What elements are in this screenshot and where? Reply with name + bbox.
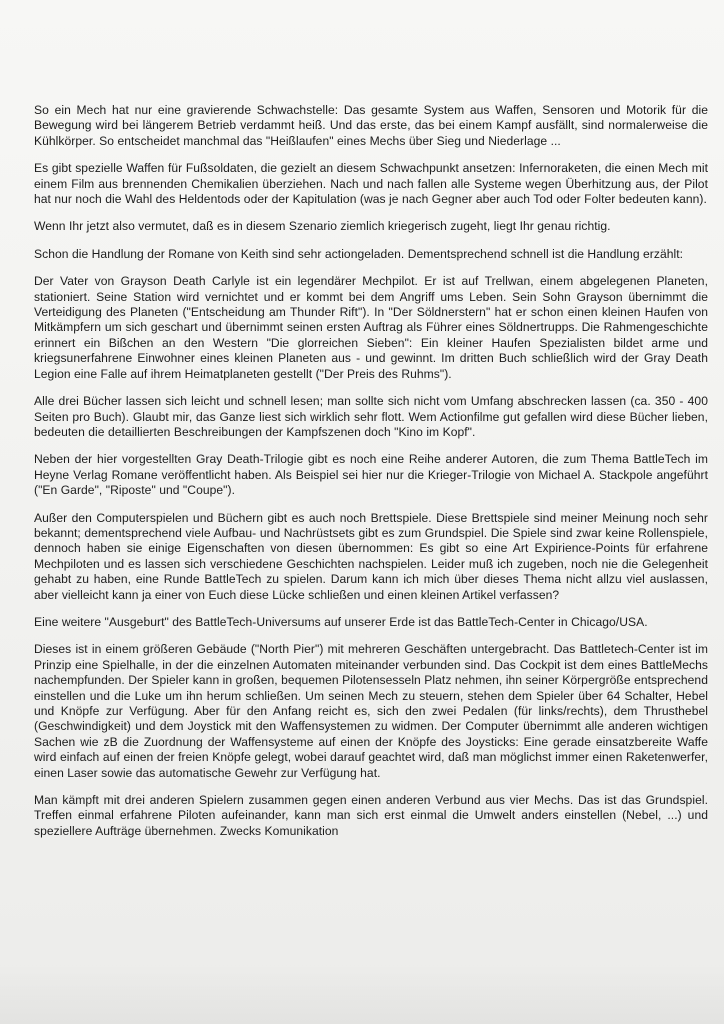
paragraph-board-games: Außer den Computerspielen und Büchern gibt es auch noch Brettspiele. Diese Brettspiele sind meiner Meinung noch sehr bekannt; dementsprechend viele Aufbau- und Nachrüstsets gibt es zum Grundspiel. Die Spiele sind zwar keine Rollenspiele, dennoch haben sie einige Eigenschaften von diesen übernommen: Es gibt so eine Art Expirience-Points für erfahrene Mechpiloten und es lassen sich verschiedene Geschichten nachspielen. Leider muß ich zugeben, noch nie die Gelegenheit gehabt zu haben, eine Runde BattleTech zu spielen. Darum kann ich mich über dieses Thema nicht allzu viel auslassen, aber vielleicht kann ja einer von Euch diese Lücke schließen und einen kleinen Artikel verfassen?	[34, 510, 708, 602]
paragraph-battletech-center-details: Dieses ist in einem größeren Gebäude ("North Pier") mit mehreren Geschäften untergebracht. Das Battletech-Center ist im Prinzip eine Spielhalle, in der die einzelnen Automaten miteinander verbunden sind. Das Cockpit ist dem eines BattleMechs nachempfunden. Der Spieler kann in großen, bequemen Pilotensesseln Platz nehmen, ihn seiner Körpergröße entsprechend einstellen und die Luke um ihn herum schließen. Um seinen Mech zu steuern, stehen dem Spieler über 64 Schalter, Hebel und Knöpfe zur Verfügung. Aber für den Anfang reicht es, sich den zwei Pedalen (für links/rechts), dem Thrusthebel (Geschwindigkeit) und dem Joystick mit den Waffensystemen zu widmen. Der Computer übernimmt alle anderen wichtigen Sachen wie zB die Zuordnung der Waffensysteme auf einen der Knöpfe des Joysticks: Eine gerade einsatzbereite Waffe wird einfach auf einen der freien Knöpfe gelegt, wobei darauf geachtet wird, daß man möglichst immer einen Raketenwerfer, einen Laser sowie das automatische Gewehr zur Verfügung hat.	[34, 642, 708, 780]
paragraph-team-play: Man kämpft mit drei anderen Spielern zusammen gegen einen anderen Verbund aus vier Mechs. Das ist das Grundspiel. Treffen einmal erfahrene Piloten aufeinander, kann man sich erst einmal die Umwelt anders einstellen (Nebel, ...) und speziellere Aufträge übernehmen. Zwecks Komunikation	[34, 793, 708, 838]
paragraph-inferno-rockets: Es gibt spezielle Waffen für Fußsoldaten, die gezielt an diesem Schwachpunkt ansetzen: Infernoraketen, die einen Mech mit einem Film aus brennenden Chemikalien überziehen. Nach und nach fallen alle Systeme wegen Überhitzung aus, der Pilot hat nur noch die Wahl des Heldentods oder der Kapitulation (was je nach Gegner aber auch Tod oder Folter bedeuten kann).	[34, 161, 708, 207]
paragraph-heat-weakness: So ein Mech hat nur eine gravierende Schwachstelle: Das gesamte System aus Waffen, Sensoren und Motorik für die Bewegung wird bei längerem Betrieb verdammt heiß. Und das erste, das bei einem Kampf ausfällt, sind normalerweise die Kühlkörper. So entscheidet manchmal das "Heißlaufen" eines Mechs über Sieg und Niederlage ...	[34, 103, 708, 148]
paragraph-reading-recommendation: Alle drei Bücher lassen sich leicht und schnell lesen; man sollte sich nicht vom Umfang abschrecken lassen (ca. 350 - 400 Seiten pro Buch). Glaubt mir, das Ganze liest sich wirklich sehr flott. Wem Actionfilme gut gefallen wird diese Bücher lieben, bedeuten die detaillierten Beschreibungen der Kampfszenen doch "Kino im Kopf".	[34, 394, 708, 439]
paragraph-novel-intro: Schon die Handlung der Romane von Keith sind sehr actiongeladen. Dementsprechend schnell ist die Handlung erzählt:	[34, 246, 684, 261]
page-edge-shadow	[0, 964, 724, 1024]
paragraph-warlike-scenario: Wenn Ihr jetzt also vermutet, daß es in diesem Szenario ziemlich kriegerisch zugeht, liegt Ihr genau richtig.	[34, 219, 611, 234]
paragraph-other-authors: Neben der hier vorgestellten Gray Death-Trilogie gibt es noch eine Reihe anderer Autoren, die zum Thema BattleTech im Heyne Verlag Romane veröffentlicht haben. Als Beispiel sei hier nur die Krieger-Trilogie von Michael A. Stackpole angeführt ("En Garde", "Riposte" und "Coupe").	[34, 452, 708, 498]
article-body	[34, 103, 708, 839]
paragraph-plot-summary: Der Vater von Grayson Death Carlyle ist ein legendärer Mechpilot. Er ist auf Trellwan, einem abgelegenen Planeten, stationiert. Seine Station wird vernichtet und er kommt bei dem Angriff ums Leben. Sein Sohn Grayson übernimmt die Verteidigung des Planeten ("Entscheidung am Thunder Rift"). In "Der Söldnerstern" hat er schon einen kleinen Haufen von Mitkämpfern um sich geschart und übernimmt seinen ersten Auftrag als Führer eines Söldnertrupps. Die Rahmengeschichte erinnert ein Bißchen an den Western "Die glorreichen Sieben": Ein kleiner Haufen Spezialisten bildet arme und kriegsunerfahrene Einwohner eines kleinen Planeten aus - und gewinnt. Im dritten Buch schließlich wird der Gray Death Legion eine Falle auf ihrem Heimatplaneten gestellt ("Der Preis des Ruhms").	[34, 274, 708, 381]
paragraph-battletech-center-intro: Eine weitere "Ausgeburt" des BattleTech-Universums auf unserer Erde ist das BattleTech-Center in Chicago/USA.	[34, 614, 648, 629]
